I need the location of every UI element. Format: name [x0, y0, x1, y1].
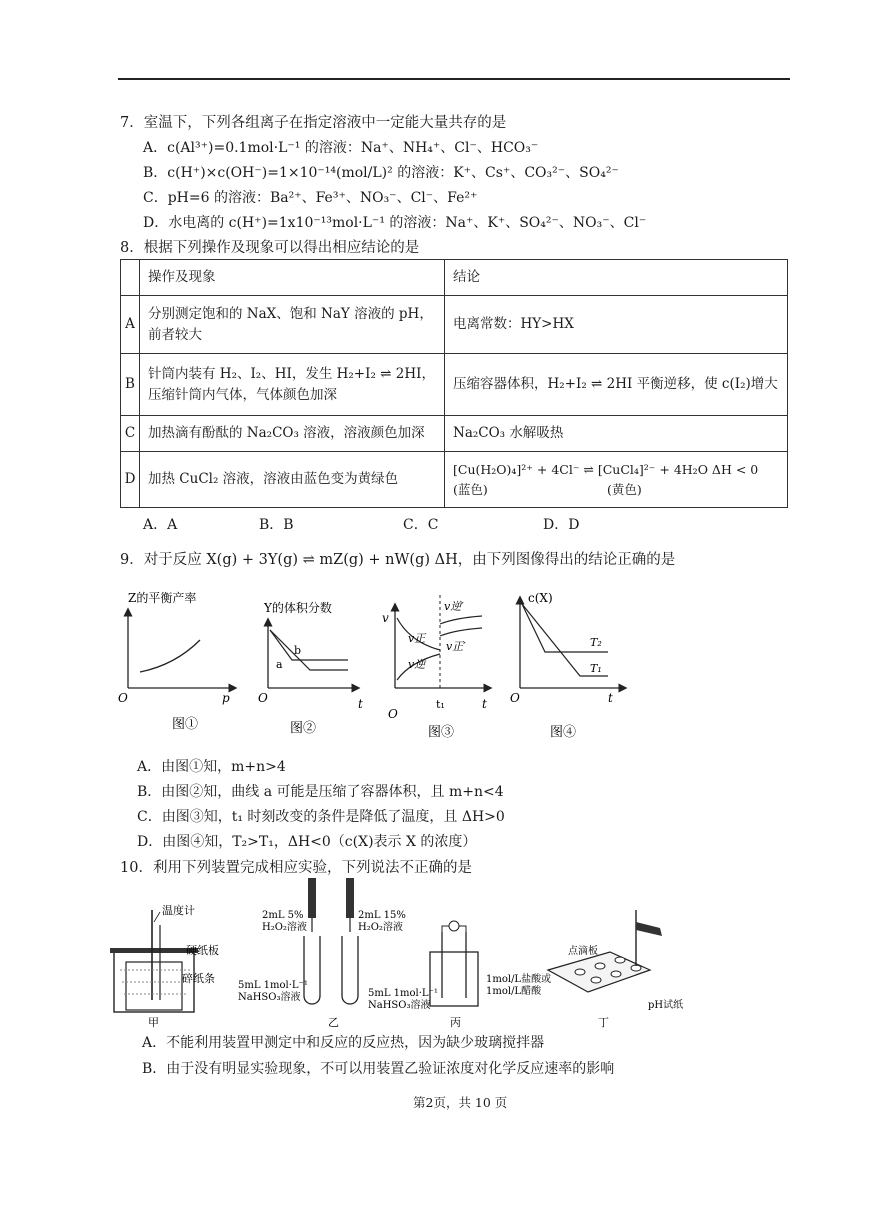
- yi-left-top: 2mL 5%: [262, 910, 304, 921]
- g3-v-forward-new: v正′: [446, 640, 466, 653]
- yi-right-top2: H₂O₂溶液: [358, 922, 403, 933]
- table-row: [121, 452, 788, 508]
- q8-option-a: A．A: [143, 517, 178, 533]
- q10-stem: 10．利用下列装置完成相应实验，下列说法不正确的是: [120, 860, 472, 876]
- q9-option-c: C．由图③知，t₁ 时刻改变的条件是降低了温度，且 ΔH>0: [137, 809, 505, 825]
- row-op: 分别测定饱和的 NaX、饱和 NaY 溶液的 pH，前者较大: [140, 296, 445, 354]
- bing-caption: 丙: [450, 1016, 461, 1029]
- g3-ylabel: v: [382, 611, 389, 625]
- g4-xlabel: t: [608, 691, 613, 705]
- header-rule: [118, 78, 790, 80]
- q9-stem: 9．对于反应 X(g) + 3Y(g) ⇌ mZ(g) + nW(g) ΔH，由下列图像得出的结论正确的是: [120, 552, 676, 568]
- g3-xlabel: t: [482, 697, 487, 711]
- jia-caption: 甲: [148, 1016, 159, 1029]
- g4-origin: O: [510, 691, 520, 705]
- row-op: 加热滴有酚酞的 Na₂CO₃ 溶液，溶液颜色加深: [140, 416, 445, 452]
- yi-left-bot: 5mL 1mol·L⁻¹: [238, 980, 308, 991]
- graph-1: [118, 590, 235, 732]
- q7-option-b: B．c(H⁺)×c(OH⁻)=1×10⁻¹⁴(mol/L)² 的溶液：K⁺、Cs⁺、CO₃²⁻、SO₄²⁻: [143, 165, 619, 181]
- g3-v-forward: v正: [408, 632, 426, 645]
- q7-option-c: C．pH=6 的溶液：Ba²⁺、Fe³⁺、NO₃⁻、Cl⁻、Fe²⁺: [143, 190, 478, 206]
- yi-right-bot2: NaHSO₃溶液: [368, 1000, 431, 1011]
- q7-stem: 7．室温下，下列各组离子在指定溶液中一定能大量共存的是: [120, 115, 507, 131]
- row-concl: 电离常数：HY>HX: [445, 296, 788, 354]
- apparatus-ding: [548, 910, 683, 1029]
- ding-plate: 点滴板: [568, 946, 598, 957]
- yi-left-top2: H₂O₂溶液: [262, 922, 307, 933]
- q10-option-b: B．由于没有明显实验现象，不可以用装置乙验证浓度对化学反应速率的影响: [142, 1061, 615, 1077]
- jia-paper: 碎纸条: [182, 972, 215, 985]
- table-row: [121, 416, 788, 452]
- g4-caption: 图④: [550, 725, 577, 740]
- table-row: [121, 354, 788, 416]
- g1-origin: O: [118, 691, 128, 705]
- row-label: A: [121, 296, 140, 354]
- row-label: B: [121, 354, 140, 416]
- g3-caption: 图③: [428, 725, 455, 740]
- yi-right-top: 2mL 15%: [358, 910, 406, 921]
- yi-left-bot2: NaHSO₃溶液: [238, 992, 301, 1003]
- table-row: [121, 296, 788, 354]
- row-concl: Na₂CO₃ 水解吸热: [445, 416, 788, 452]
- g2-ylabel: Y的体积分数: [264, 601, 332, 615]
- row-op: 加热 CuCl₂ 溶液，溶液由蓝色变为黄绿色: [140, 452, 445, 508]
- row-concl-colors: (蓝色) (黄色): [453, 481, 642, 497]
- graph-2: [258, 600, 363, 736]
- row-concl: 压缩容器体积，H₂+I₂ ⇌ 2HI 平衡逆移，使 c(I₂)增大: [445, 354, 788, 416]
- g1-ylabel: Z的平衡产率: [128, 591, 197, 605]
- g3-v-reverse-new: v逆′: [444, 600, 464, 613]
- table-header-concl: 结论: [445, 260, 788, 296]
- yi-right-bot: 5mL 1mol·L⁻¹: [368, 988, 438, 999]
- g2-origin: O: [258, 691, 268, 705]
- g4-ylabel: c(X): [528, 591, 553, 605]
- q8-option-c: C．C: [403, 517, 439, 533]
- jia-board: 硬纸板: [186, 944, 219, 957]
- q7-option-d: D．水电离的 c(H⁺)=1x10⁻¹³mol·L⁻¹ 的溶液：Na⁺、K⁺、SO₄²⁻、NO₃⁻、Cl⁻: [143, 215, 647, 231]
- graph-4: [510, 591, 625, 740]
- g2-curve-a: a: [276, 658, 283, 671]
- row-label: C: [121, 416, 140, 452]
- ding-paper: pH试纸: [648, 1000, 684, 1011]
- page-footer: 第2页，共 10 页: [413, 1095, 508, 1110]
- ding-caption: 丁: [598, 1016, 609, 1029]
- g4-T1: T₁: [590, 662, 602, 675]
- q9-option-d: D．由图④知，T₂>T₁，ΔH<0（c(X)表示 X 的浓度）: [137, 834, 477, 850]
- bing-label2: 1mol/L醋酸: [486, 986, 542, 997]
- g1-caption: 图①: [172, 717, 199, 732]
- q7-option-a: A．c(Al³⁺)=0.1mol·L⁻¹ 的溶液：Na⁺、NH₄⁺、Cl⁻、HCO₃⁻: [143, 140, 539, 156]
- table-header-op: 操作及现象: [140, 260, 445, 296]
- q9-option-a: A．由图①知，m+n>4: [137, 759, 286, 775]
- g2-caption: 图②: [290, 721, 317, 736]
- q10-apparatus: [100, 870, 690, 1030]
- g3-origin: O: [388, 707, 398, 721]
- yi-caption: 乙: [328, 1016, 339, 1029]
- g4-T2: T₂: [590, 636, 602, 649]
- q8-option-b: B．B: [259, 517, 294, 533]
- table-corner: [121, 260, 140, 296]
- q10-option-a: A．不能利用装置甲测定中和反应的反应热，因为缺少玻璃搅拌器: [142, 1035, 545, 1051]
- row-label: D: [121, 452, 140, 508]
- apparatus-jia: [110, 903, 219, 1029]
- q9-option-b: B．由图②知，曲线 a 可能是压缩了容器体积，且 m+n<4: [137, 784, 504, 800]
- g3-v-reverse: v逆: [408, 658, 426, 671]
- q8-table: [120, 259, 788, 508]
- jia-thermometer: 温度计: [162, 904, 195, 917]
- bing-label1: 1mol/L盐酸或: [486, 974, 552, 985]
- apparatus-yi: [238, 878, 438, 1029]
- g1-xlabel: p: [222, 691, 230, 705]
- g2-xlabel: t: [358, 697, 363, 711]
- apparatus-bing: [430, 921, 551, 1029]
- g3-t1: t₁: [436, 698, 445, 711]
- q9-graphs: [110, 580, 650, 750]
- graph-3: [382, 595, 490, 740]
- g2-curve-b: b: [294, 644, 302, 657]
- row-op: 针筒内装有 H₂、I₂、HI，发生 H₂+I₂ ⇌ 2HI，压缩针筒内气体，气体颜色加深: [140, 354, 445, 416]
- row-concl-equation: [Cu(H₂O)₄]²⁺ + 4Cl⁻ ⇌ [CuCl₄]²⁻ + 4H₂O ΔH < 0: [453, 462, 759, 478]
- row-concl: [445, 452, 788, 508]
- q8-stem: 8．根据下列操作及现象可以得出相应结论的是: [120, 240, 420, 256]
- q8-option-d: D．D: [543, 517, 580, 533]
